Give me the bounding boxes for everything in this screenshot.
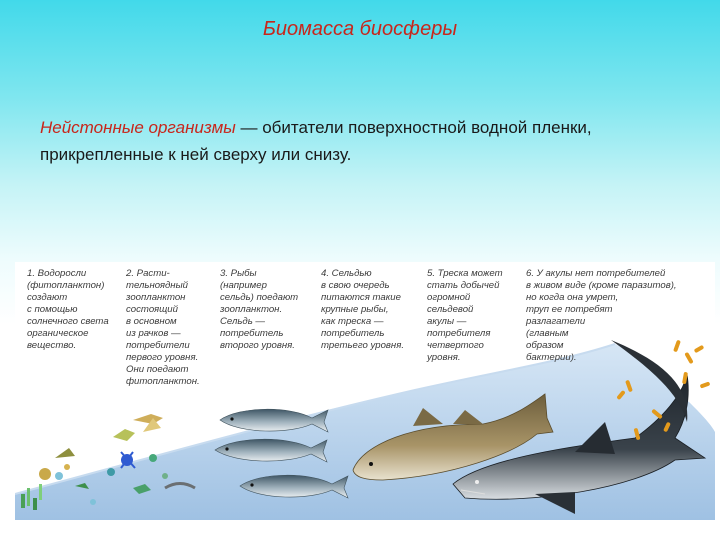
stage-1-caption: 1. Водоросли (фитопланктон) создают с помощью солнечного света органическое вещество.: [27, 268, 109, 351]
stage-4-caption: 4. Сельдью в свою очередь питаются такие крупные рыбы, как треска — потребитель третьего уровня.: [321, 268, 404, 351]
stage-5-caption: 5. Треска может стать добычей огромной сельдевой акулы — потребителя четвертого уровня.: [427, 268, 503, 363]
water-wedge: [15, 344, 715, 520]
stage-3-caption: 3. Рыбы (например сельдь) поедают зоопланктон. Сельдь — потребитель второго уровня.: [220, 268, 299, 351]
definition-text: — обитатели поверхностной водной пленки, прикрепленные к ней сверху или снизу.: [40, 118, 592, 164]
definition-term: Нейстонные организмы: [40, 118, 236, 137]
slide-title: Биомасса биосферы: [262, 18, 458, 40]
stage-2-caption: 2. Расти- тельноядный зоопланктон состоящий в основном из рачков — потребители первого уровня. Они поедают фитопланктон.: [126, 268, 200, 387]
food-chain-illustration: [15, 262, 715, 520]
definition-paragraph: [40, 114, 680, 168]
stage-6-caption: 6. У акулы нет потребителей в живом виде (кроме паразитов), но когда она умрет, труп ее потребят разлагатели (главным образом бактерии).: [526, 268, 677, 363]
